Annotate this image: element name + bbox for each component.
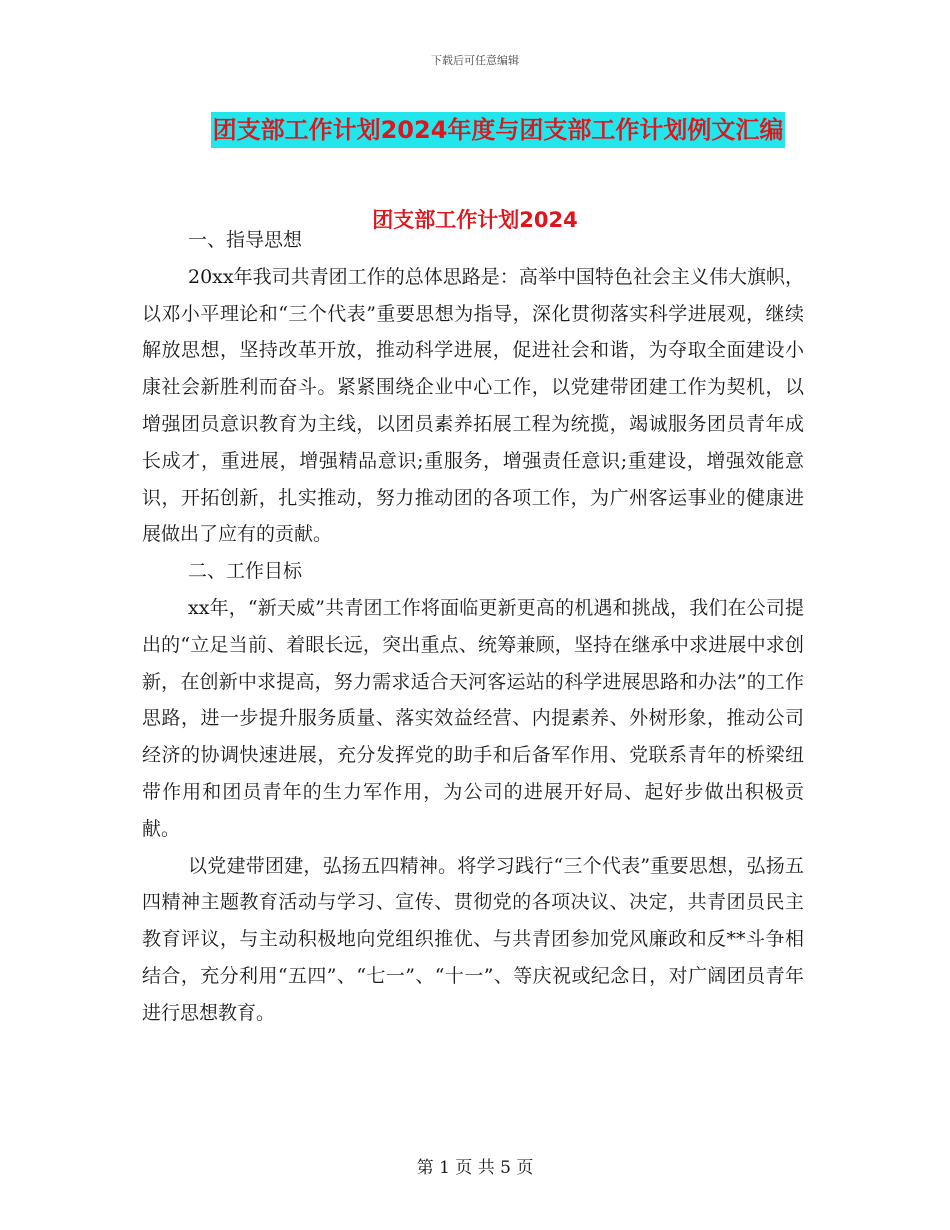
section-heading: 二、工作目标 bbox=[188, 560, 303, 583]
section-heading: 一、指导思想 bbox=[188, 229, 303, 251]
body-paragraph: xx年，“新天威”共青团工作将面临更新更高的机遇和挑战，我们在公司提出的“立足当前、着眼长远，突出重点、统筹兼顾，坚持在继承中求进展中求创新，在创新中求提高，努力需求适合天河客运站的科学进展思路和办法”的工作思路，进一步提升服务质量、落实效益经营、内提素养、外树形象，推动公司经济的协调快速进展，充分发挥党的助手和后备军作用、党联系青年的桥梁纽带作用和团员青年的生力军作用，为公司的进展开好局、起好步做出积极贡献。 bbox=[142, 596, 804, 840]
page-number-footer: 第 1 页 共 5 页 bbox=[416, 1158, 534, 1178]
document-subtitle: 团支部工作计划2024 bbox=[372, 208, 578, 232]
document-body bbox=[142, 222, 804, 1032]
body-paragraph: 以党建带团建，弘扬五四精神。将学习践行“三个代表”重要思想，弘扬五四精神主题教育活动与学习、宣传、贯彻党的各项决议、决定，共青团员民主教育评议，与主动积极地向党组织推优、与共青团参加党风廉政和反**斗争相结合，充分利用“五四”、“七一”、“十一”、等庆祝或纪念日，对广阔团员青年进行思想教育。 bbox=[142, 854, 804, 1024]
document-title: 团支部工作计划2024年度与团支部工作计划例文汇编 bbox=[211, 112, 786, 148]
body-paragraph: 20xx年我司共青团工作的总体思路是：高举中国特色社会主义伟大旗帜，以邓小平理论和“三个代表”重要思想为指导，深化贯彻落实科学进展观，继续解放思想，坚持改革开放，推动科学进展，促进社会和谐，为夺取全面建设小康社会新胜利而奋斗。紧紧围绕企业中心工作，以党建带团建工作为契机，以增强团员意识教育为主线，以团员素养拓展工程为统揽，竭诚服务团员青年成长成才，重进展，增强精品意识;重服务，增强责任意识;重建设，增强效能意识，开拓创新，扎实推动，努力推动团的各项工作，为广州客运事业的健康进展做出了应有的贡献。 bbox=[142, 265, 804, 546]
page-header-note: 下载后可任意编辑 bbox=[431, 54, 519, 67]
document-title-wrapper bbox=[0, 112, 950, 148]
